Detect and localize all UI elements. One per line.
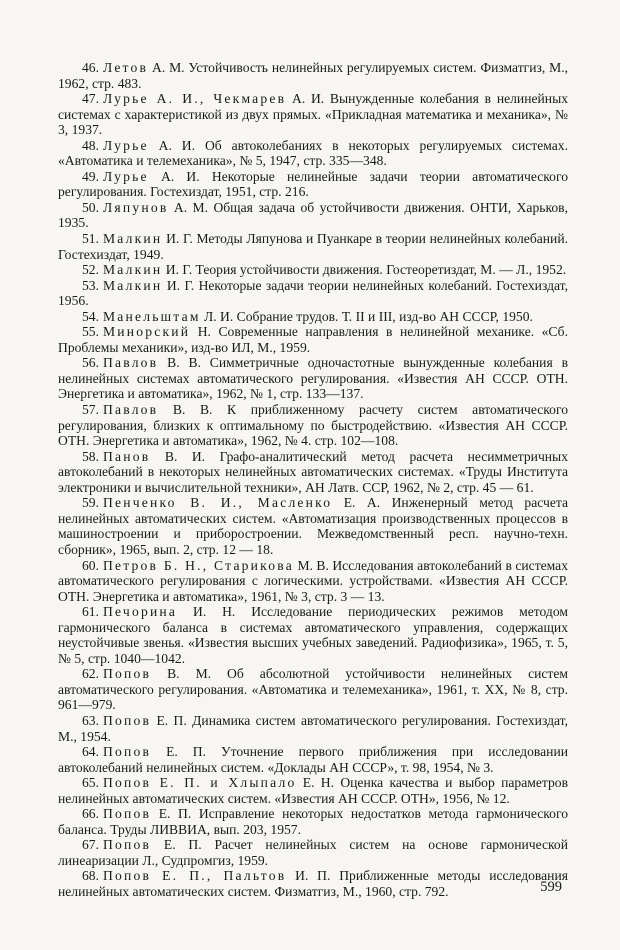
- reference-number: 65.: [82, 775, 99, 791]
- reference-author: Попов: [103, 837, 152, 853]
- reference-number: 49.: [82, 168, 99, 184]
- reference-author: Печорина: [103, 604, 178, 620]
- reference-author: Попов: [103, 806, 152, 822]
- reference-author: Петров Б. Н., Старикова: [103, 557, 294, 573]
- reference-author: Минорский: [103, 324, 191, 340]
- reference-number: 56.: [82, 355, 99, 371]
- bibliography-page: [58, 60, 568, 900]
- reference-author: Лурье А. И., Чекмарев: [103, 91, 287, 107]
- reference-author: Попов: [103, 712, 152, 728]
- reference-text: И. Н. Исследование периодических режимов методом гармонического баланса в системах автоматического управления, содержащих неустойчивые звенья. «Известия высших учебных заведений. Радиофизика», 1965, т. 5, № 5, стр. 1040—1042.: [58, 604, 568, 666]
- reference-number: 68.: [82, 868, 99, 884]
- reference-item: [58, 200, 568, 231]
- reference-author: Павлов: [103, 355, 159, 371]
- reference-text: Е. П. Уточнение первого приближения при исследовании автоколебаний нелинейных систем. «Доклады АН СССР», т. 98, 1954, № 3.: [58, 744, 568, 775]
- reference-item: [58, 309, 568, 325]
- reference-number: 58.: [82, 448, 99, 464]
- reference-text: А. И. Некоторые нелинейные задачи теории автоматического регулирования. Гостехиздат, 1951, стр. 216.: [58, 168, 568, 200]
- reference-item: [58, 806, 568, 837]
- reference-item: [58, 666, 568, 713]
- reference-item: [58, 60, 568, 91]
- reference-list: [58, 60, 568, 900]
- reference-text: Е. А. Инженерный метод расчета нелинейных автоматических систем. «Автоматизация производственных процессов в машиностроении и приборостроении. Межведомственный респ. научно-техн. сборник», 1965, вып. 2, стр. 12 — 18.: [58, 495, 568, 557]
- reference-item: [58, 324, 568, 355]
- reference-item: [58, 402, 568, 449]
- reference-item: [58, 169, 568, 200]
- reference-text: И. Г. Методы Ляпунова и Пуанкаре в теории нелинейных колебаний. Гостехиздат, 1949.: [58, 231, 568, 262]
- reference-number: 54.: [82, 308, 99, 324]
- reference-text: В. В. К приближенному расчету систем автоматического регулирования, близких к оптимальному по быстродействию. «Известия АН СССР. ОТН. Энергетика и автоматика», 1962, № 4. стр. 102—108.: [58, 402, 568, 449]
- reference-number: 51.: [82, 231, 99, 247]
- reference-text: А. М. Общая задача об устойчивости движения. ОНТИ, Харьков, 1935.: [58, 199, 568, 231]
- reference-number: 60.: [82, 557, 99, 573]
- reference-number: 46.: [82, 60, 99, 75]
- reference-number: 53.: [82, 277, 99, 293]
- reference-number: 67.: [82, 837, 99, 853]
- reference-item: [58, 138, 568, 169]
- reference-author: Летов: [103, 60, 149, 75]
- reference-text: Л. И. Собрание трудов. Т. II и III, изд-во АН СССР, 1950.: [204, 308, 533, 324]
- reference-item: [58, 278, 568, 309]
- reference-text: Е. П. Расчет нелинейных систем на основе гармонической линеаризации Л., Судпромгиз, 1959.: [58, 837, 568, 868]
- reference-author: Попов Е. П. и Хлыпало: [103, 775, 297, 791]
- reference-author: Попов: [103, 666, 152, 682]
- reference-text: В. М. Об абсолютной устойчивости нелинейных систем автоматического регулирования. «Автоматика и телемеханика», 1961, т. XX, № 8, стр. 961—979.: [58, 666, 568, 713]
- reference-author: Малкин: [103, 262, 163, 278]
- reference-item: [58, 355, 568, 402]
- reference-author: Манельштам: [103, 308, 201, 324]
- reference-author: Малкин: [103, 277, 163, 293]
- reference-author: Павлов: [103, 402, 159, 418]
- reference-text: А. М. Устойчивость нелинейных регулируемых систем. Физматгиз, М., 1962, стр. 483.: [58, 60, 569, 91]
- reference-text: И. П. Приближенные методы исследования нелинейных автоматических систем. Физматгиз, М., 1960, стр. 792.: [58, 868, 568, 899]
- reference-item: [58, 837, 568, 868]
- reference-number: 50.: [82, 199, 99, 215]
- reference-text: И. Г. Теория устойчивости движения. Гостеоретиздат, М. — Л., 1952.: [165, 262, 567, 278]
- reference-author: Лурье: [103, 168, 149, 184]
- reference-number: 61.: [82, 604, 99, 620]
- reference-text: В. В. Симметричные одночастотные вынужденные колебания в нелинейных системах автоматического регулирования. «Известия АН СССР. ОТН. Энергетика и автоматика», 1962, № 1, стр. 133—137.: [58, 355, 568, 402]
- reference-item: [58, 868, 568, 899]
- reference-text: Н. Современные направления в нелинейной механике. «Сб. Проблемы механики», изд-во ИЛ, М., 1959.: [58, 324, 568, 355]
- reference-text: В. И. Графо-аналитический метод расчета несимметричных автоколебаний в некоторых нелинейных автоматических системах. «Труды Института электроники и вычислительной техники», АН Латв. ССР, 1962, № 2, стр. 45 — 61.: [58, 448, 568, 495]
- reference-text: Е. П. Исправление некоторых недостатков метода гармонического баланса. Труды ЛИВВИА, вып. 203, 1957.: [58, 806, 568, 837]
- reference-number: 57.: [82, 402, 99, 418]
- reference-number: 64.: [82, 744, 99, 760]
- reference-author: Панов: [103, 448, 151, 464]
- reference-author: Ляпунов: [103, 199, 169, 215]
- reference-item: [58, 713, 568, 744]
- reference-item: [58, 231, 568, 262]
- reference-number: 59.: [82, 495, 99, 511]
- reference-number: 63.: [82, 712, 99, 728]
- reference-text: А. И. Об автоколебаниях в некоторых регулируемых системах. «Автоматика и телемеханика», № 5, 1947, стр. 335—348.: [58, 137, 568, 169]
- reference-text: И. Г. Некоторые задачи теории нелинейных колебаний. Гостехиздат, 1956.: [58, 277, 568, 309]
- reference-author: Малкин: [103, 231, 163, 247]
- reference-number: 55.: [82, 324, 99, 340]
- reference-item: [58, 495, 568, 557]
- reference-number: 52.: [82, 262, 99, 278]
- reference-number: 66.: [82, 806, 99, 822]
- reference-text: М. В. Исследования автоколебаний в системах автоматического регулирования с логическими. устройствами. «Известия АН СССР. ОТН. Энергетика и автоматика», 1961, № 3, стр. 3 — 13.: [58, 557, 569, 604]
- reference-text: Е. Н. Оценка качества и выбор параметров нелинейных автоматических систем. «Известия АН СССР. ОТН», 1956, № 12.: [58, 775, 568, 806]
- reference-author: Попов: [103, 744, 152, 760]
- reference-item: [58, 91, 568, 138]
- reference-item: [58, 558, 568, 605]
- reference-author: Попов Е. П., Пальтов: [103, 868, 287, 884]
- reference-number: 48.: [82, 137, 99, 153]
- reference-item: [58, 262, 568, 278]
- reference-item: [58, 449, 568, 496]
- reference-item: [58, 604, 568, 666]
- reference-number: 47.: [82, 91, 99, 107]
- reference-number: 62.: [82, 666, 99, 682]
- reference-text: Е. П. Динамика систем автоматического регулирования. Гостехиздат, М., 1954.: [58, 712, 568, 744]
- page-number: 599: [540, 879, 562, 895]
- reference-item: [58, 744, 568, 775]
- reference-author: Пенченко В. И., Масленко: [103, 495, 333, 511]
- reference-text: А. И. Вынужденные колебания в нелинейных системах с характеристикой из двух прямых. «Прикладная математика и механика», № 3, 1937.: [58, 91, 568, 138]
- reference-item: [58, 775, 568, 806]
- reference-author: Лурье: [103, 137, 149, 153]
